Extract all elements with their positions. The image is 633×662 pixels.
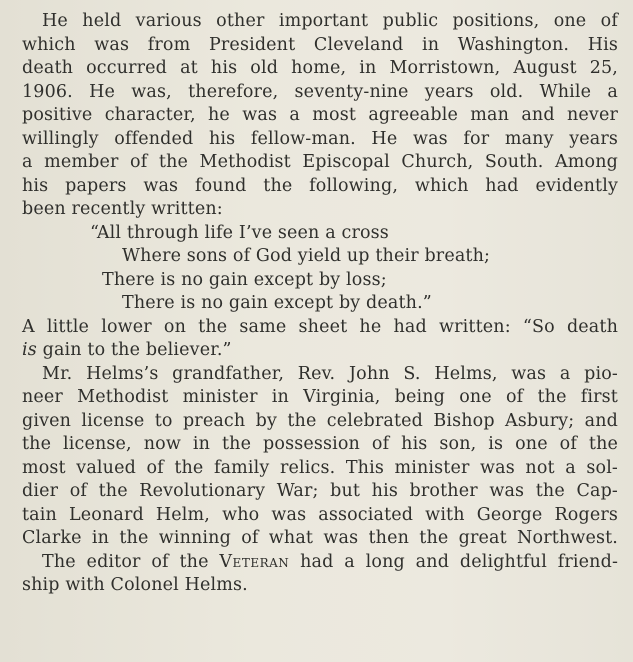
para4-line: ship with Colonel Helms.	[22, 575, 248, 595]
para4-pre: The editor of the	[42, 551, 220, 572]
para1-line: willingly offended his fellow-man. He was for many years	[22, 128, 618, 149]
para1-line: a member of the Methodist Episcopal Church, South. Among	[22, 152, 618, 172]
para1-line: been recently written:	[22, 199, 223, 219]
poem-line: “All through life I’ve seen a cross	[90, 222, 389, 243]
para3-line: Mr. Helms’s grandfather, Rev. John S. Helms, was a pio-	[42, 363, 618, 384]
para2-line-rest: gain to the believer.”	[36, 340, 232, 360]
poem-line: There is no gain except by death.”	[122, 293, 432, 313]
para1-line: his papers was found the following, which had evidently	[22, 175, 618, 196]
para3-line: most valued of the family relics. This minister was not a sol-	[22, 457, 618, 478]
para1-line: death occurred at his old home, in Morristown, August 25,	[22, 58, 618, 78]
para3-line: dier of the Revolutionary War; but his brother was the Cap-	[22, 481, 618, 501]
para1-line: He held various other important public positions, one of	[42, 11, 618, 31]
para3-line: neer Methodist minister in Virginia, being one of the first	[22, 387, 618, 407]
para2-italic-word: is	[22, 340, 37, 360]
para3-line: tain Leonard Helm, who was associated with George Rogers	[22, 504, 618, 525]
para3-line: the license, now in the possession of his son, is one of the	[22, 434, 618, 454]
veteran-title: Veteran	[219, 551, 290, 572]
para4-post: had a long and delightful friend-	[289, 551, 619, 572]
para1-line: which was from President Cleveland in Washington. His	[22, 34, 618, 55]
poem-line: Where sons of God yield up their breath;	[122, 246, 491, 266]
para2-line	[22, 339, 618, 363]
para3-line: given license to preach by the celebrated Bishop Asbury; and	[22, 410, 618, 431]
para1-line: 1906. He was, therefore, seventy-nine years old. While a	[22, 81, 618, 102]
para2-line: A little lower on the same sheet he had written: “So death	[22, 316, 618, 337]
para1-line: positive character, he was a most agreeable man and never	[22, 105, 618, 125]
para4-line	[22, 551, 618, 575]
para3-line: Clarke in the winning of what was then the great Northwest.	[22, 528, 618, 548]
body-text	[22, 10, 618, 598]
poem-line: There is no gain except by loss;	[102, 269, 387, 290]
